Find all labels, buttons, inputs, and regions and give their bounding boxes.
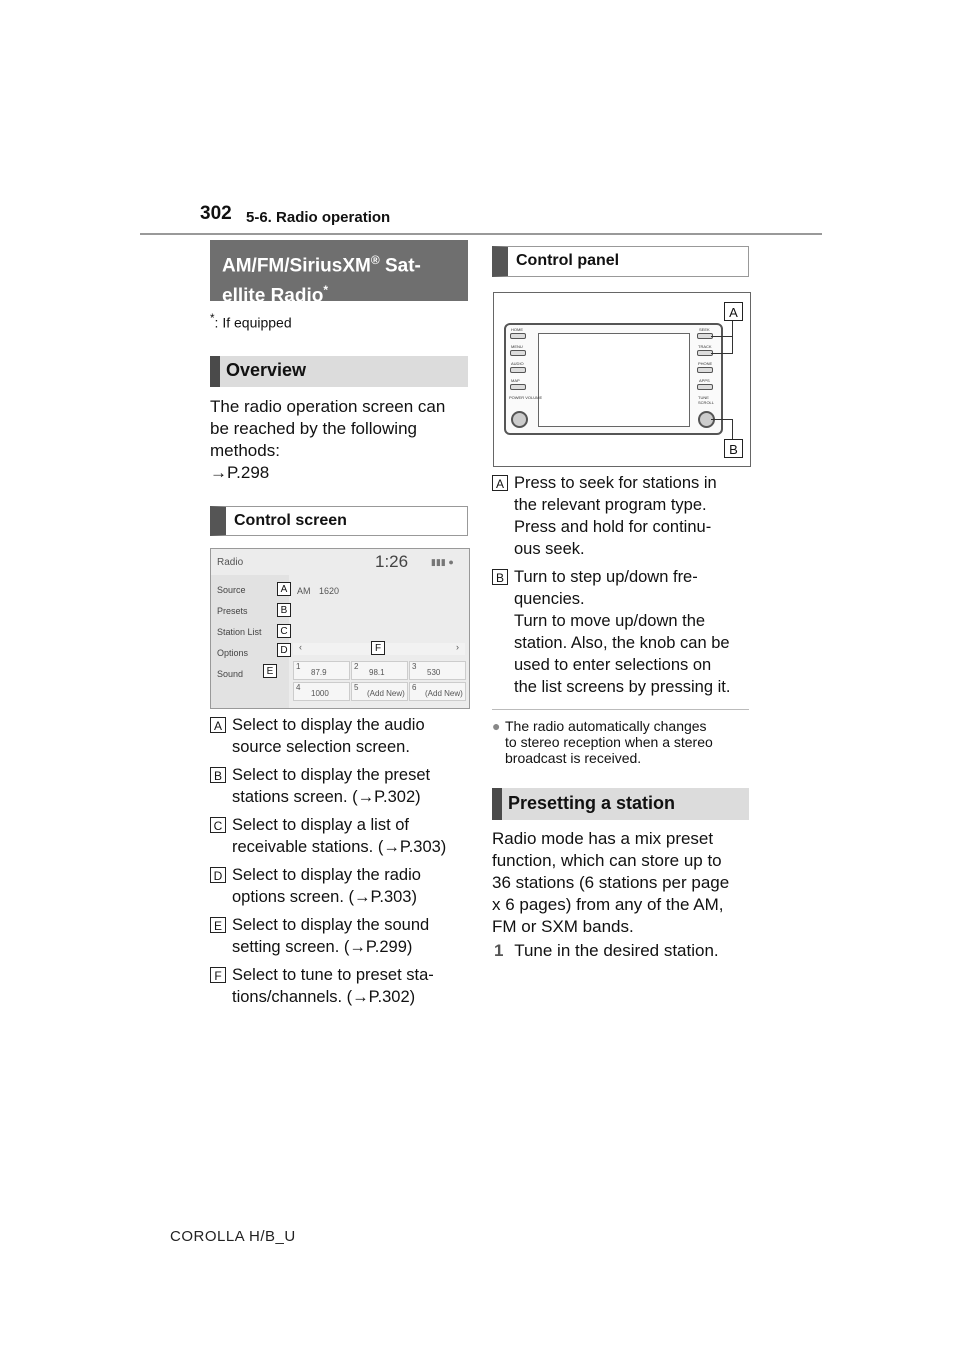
control-panel-heading: Control panel [492, 246, 749, 277]
header-rule [140, 233, 822, 235]
preset-cell: 4 1000 [293, 682, 350, 701]
leader-line [711, 336, 733, 337]
item-e: E Select to display the sound setting screen. (→P.299) [210, 914, 429, 958]
callout-d: D [277, 643, 291, 657]
button-label: TRACK [698, 344, 712, 349]
callout-c: C [277, 624, 291, 638]
leader-line [711, 353, 733, 354]
chevron-right-icon: › [456, 642, 459, 652]
menu-sound: Sound [217, 669, 244, 679]
callout-f: F [371, 641, 385, 655]
note-divider [492, 709, 749, 710]
item-c: C Select to display a list of receivable stations. (→P.303) [210, 814, 446, 858]
radio-screen-illustration [210, 548, 470, 709]
menu-station-list: Station List [217, 627, 262, 637]
overview-text: The radio operation screen can be reached by the following methods: →P.298 [210, 397, 446, 482]
note: ● The radio automatically changes to stereo reception when a stereo broadcast is received. [492, 718, 713, 766]
button-label: MENU [511, 344, 523, 349]
panel-item-b: B Turn to step up/down fre- quencies. Turn to move up/down the station. Also, the knob can be used to enter selections on the list screens by pressing it. [492, 566, 730, 698]
preset-cell: 2 98.1 [351, 661, 408, 680]
menu-options: Options [217, 648, 249, 658]
control-screen-heading: Control screen [210, 506, 468, 536]
map-button [510, 384, 526, 390]
callout-b: B [277, 603, 291, 617]
footer-model: COROLLA H/B_U [170, 1228, 296, 1245]
callout-e: E [263, 664, 277, 678]
button-label: SEEK [699, 327, 710, 332]
overview-heading: Overview [210, 356, 468, 387]
item-d: D Select to display the radio options screen. (→P.303) [210, 864, 421, 908]
radio-title: Radio [217, 557, 244, 568]
button-label: POWER VOLUME [509, 395, 543, 400]
radio-frequency: 1620 [319, 586, 340, 596]
button-label: APPS [699, 378, 710, 383]
callout-a: A [277, 582, 291, 596]
section-title: 5-6. Radio operation [246, 209, 391, 226]
item-a: A Select to display the audio source selection screen. [210, 714, 425, 758]
power-volume-knob [511, 411, 528, 428]
head-unit-bezel [504, 323, 723, 435]
button-label: PHONE [698, 361, 713, 366]
button-label: AUDIO [511, 361, 524, 366]
button-label: TUNE SCROLL [698, 395, 715, 405]
preset-heading: Presetting a station [492, 788, 749, 820]
bullet-icon: ● [492, 718, 501, 734]
chevron-left-icon: ‹ [299, 642, 302, 652]
radio-band: AM [297, 586, 311, 596]
radio-time: 1:26 [375, 552, 409, 571]
home-button [510, 333, 526, 339]
menu-button [510, 350, 526, 356]
leader-line [711, 419, 733, 420]
preset-cell: 6 (Add New) [409, 682, 466, 701]
footnote: *: If equipped [210, 312, 292, 331]
callout-b: B [724, 439, 743, 458]
menu-source: Source [217, 585, 246, 595]
preset-cell: 3 530 [409, 661, 466, 680]
preset-cell: 1 87.9 [293, 661, 350, 680]
button-label: MAP [511, 378, 520, 383]
callout-a: A [724, 302, 743, 321]
page-number: 302 [200, 203, 232, 224]
preset-cell: 5 (Add New) [351, 682, 408, 701]
button-label: HOME [511, 327, 523, 332]
head-unit-screen [538, 333, 690, 427]
item-f: F Select to tune to preset sta- tions/channels. (→P.302) [210, 964, 434, 1008]
preset-text: Radio mode has a mix preset function, which can store up to 36 stations (6 stations per page x 6 pages) from any of the AM, FM or SXM bands. [492, 829, 730, 936]
item-b: B Select to display the preset stations screen. (→P.302) [210, 764, 430, 808]
phone-button [697, 367, 713, 373]
leader-line [732, 419, 733, 439]
menu-presets: Presets [217, 606, 248, 616]
head-unit-illustration [493, 292, 751, 467]
step-1: 1 Tune in the desired station. [494, 941, 719, 960]
audio-button [510, 367, 526, 373]
chapter-title: AM/FM/SiriusXM® Sat- ellite Radio* [210, 240, 468, 301]
signal-icon: ▮▮▮ ● [431, 557, 454, 567]
leader-line [732, 320, 733, 354]
panel-item-a: A Press to seek for stations in the relevant program type. Press and hold for continu- ous seek. [492, 472, 717, 560]
apps-button [697, 384, 713, 390]
